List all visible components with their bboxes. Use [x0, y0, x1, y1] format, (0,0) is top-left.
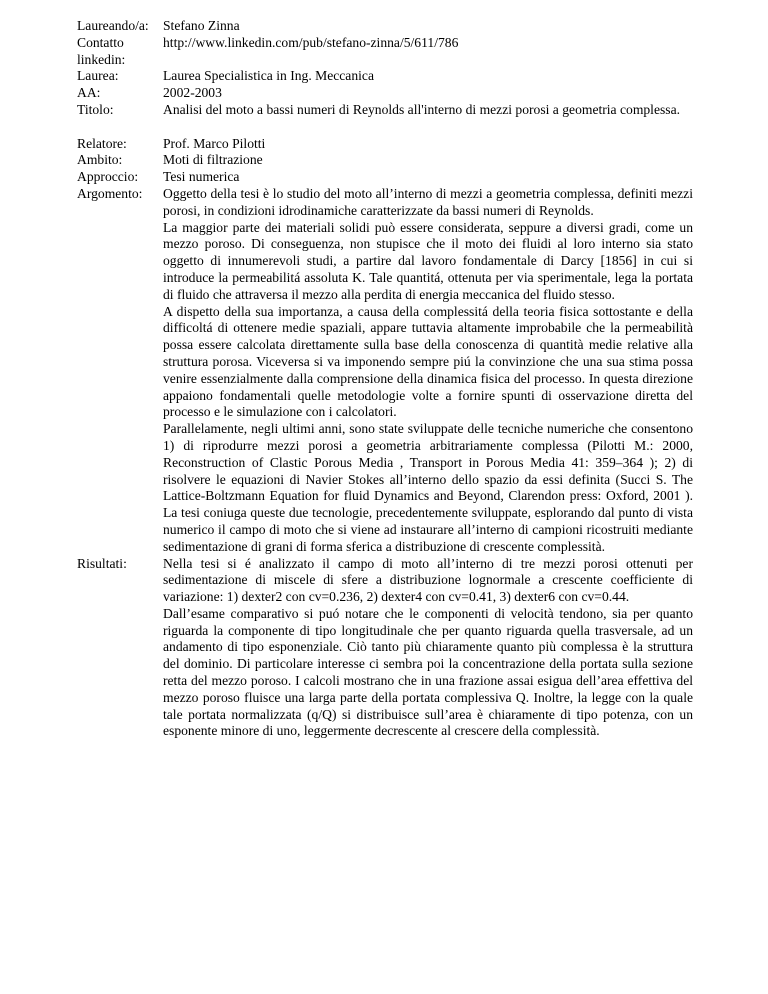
field-label: Risultati: [77, 555, 127, 571]
field-laurea [77, 68, 704, 85]
field-label: Laurea: [77, 68, 119, 84]
spacer [77, 119, 704, 136]
paragraph: Dall’esame comparativo si puó notare che le componenti di velocità tendono, sia per quanto riguarda la componente di tipo longitudinale che per quanto riguarda quella trasversale, ad un andamento di tipo esponenziale. Ciò tanto più chiaramente quanto più complessa è la struttura del dominio. Di particolare interesse ci sembra poi la concentrazione della portata sulla sezione retta del mezzo poroso. I calcoli mostrano che in una frazione assai esigua dell’area effettiva del mezzo poroso fluisce una larga parte della portata complessiva Q. Inoltre, la legge con la quale tale portata normalizzata (q/Q) si distribuisce sull’area è chiaramente di tipo potenza, con un esponente minore di uno, leggermente decrescente al crescere della complessità. [163, 605, 693, 739]
field-label: Relatore: [77, 135, 127, 151]
supervisor-name: Prof. Marco Pilotti [163, 135, 266, 151]
field-contatto [77, 35, 704, 69]
linkedin-url[interactable]: http://www.linkedin.com/pub/stefano-zinna/5/611/786 [163, 34, 459, 50]
field-relatore [77, 136, 704, 153]
thesis-title: Analisi del moto a bassi numeri di Reynolds all'interno di mezzi porosi a geometria complessa. [163, 101, 681, 117]
field-label: AA: [77, 85, 101, 101]
field-label: Argomento: [77, 185, 143, 201]
paragraph: Parallelamente, negli ultimi anni, sono state sviluppate delle tecniche numeriche che consentono 1) di riprodurre mezzi porosi a geometria arbitrariamente complessa (Pilotti M.: 2000, Reconstruction of Clastic Porous Media , Transport in Porous Media 41: 359–364 ); 2) di risolvere le equazioni di Navier Stokes all’interno dello spazio da essi definita (Succi S. The Lattice-Boltzmann Equation for fluid Dynamics and Beyond, Clarendon press: Oxford, 2001 ). La tesi coniuga queste due tecnologie, precedentemente sviluppate, esplorando dal punto di vista numerico il campo di moto che si viene ad instaurare all’interno di campioni ricostruiti mediante sedimentazione di grani di forma sferica a distribuzione di crescente complessità. [163, 421, 693, 554]
paragraph: Nella tesi si é analizzato il campo di moto all’interno di tre mezzi porosi ottenuti per sedimentazione di miscele di sfere a distribuzione lognormale a crescente coefficiente di variazione: 1) dexter2 con cv=0.236, 2) dexter4 con cv=0.41, 3) dexter6 con cv=0.44. [163, 555, 693, 605]
paragraph: Oggetto della tesi è lo studio del moto all’interno di mezzi a geometria complessa, definiti mezzi porosi, in condizioni idrodinamiche caratterizzate da bassi numeri di Reynolds. [163, 185, 693, 218]
field-titolo [77, 102, 704, 119]
thesis-field: Moti di filtrazione [163, 152, 263, 168]
field-aa [77, 85, 704, 102]
field-label: Contatto linkedin: [77, 34, 126, 67]
field-ambito [77, 152, 704, 169]
thesis-approach: Tesi numerica [163, 169, 240, 185]
field-label: Titolo: [77, 101, 114, 117]
field-label: Approccio: [77, 169, 139, 185]
field-argomento [77, 186, 704, 556]
field-label: Ambito: [77, 152, 123, 168]
degree-name: Laurea Specialistica in Ing. Meccanica [163, 68, 374, 84]
field-risultati [77, 556, 704, 741]
paragraph: A dispetto della sua importanza, a causa della complessitá della teoria fisica sottostante e della difficoltá di ottenere medie spaziali, appare tuttavia altamente improbabile che la permeabilità possa essere calcolata direttamente sulla base della conoscenza di quantità medie relative alla struttura porosa. Viceversa si va imponendo sempre piú la convinzione che una sua stima possa venire essenzialmente dalla comprensione della dinamica fisica del processo. In questa direzione appaiono fondamentali quelle metodologie volte a fornire spunti di osservazione diretta del processo e le simulazione con i calcolatori. [163, 303, 693, 420]
paragraph: La maggior parte dei materiali solidi può essere considerata, seppure a diversi gradi, come un mezzo poroso. Di conseguenza, non stupisce che il moto dei fluidi al loro interno sia stato oggetto di innumerevoli studi, a partire dal lavoro fondamentale di Darcy [1856] in cui si introduce la permeabilitá assoluta K. Tale quantitá, ottenuta per via sperimentale, lega la portata di fluido che attraversa il mezzo alla perdita di energia meccanica del fluido stesso. [163, 219, 693, 302]
field-label: Laureando/a: [77, 18, 149, 33]
field-approccio [77, 169, 704, 186]
risultati-text [163, 556, 693, 741]
academic-year: 2002-2003 [163, 85, 222, 101]
argomento-text [163, 186, 693, 556]
student-name: Stefano Zinna [163, 18, 240, 33]
field-laureando [77, 18, 704, 35]
